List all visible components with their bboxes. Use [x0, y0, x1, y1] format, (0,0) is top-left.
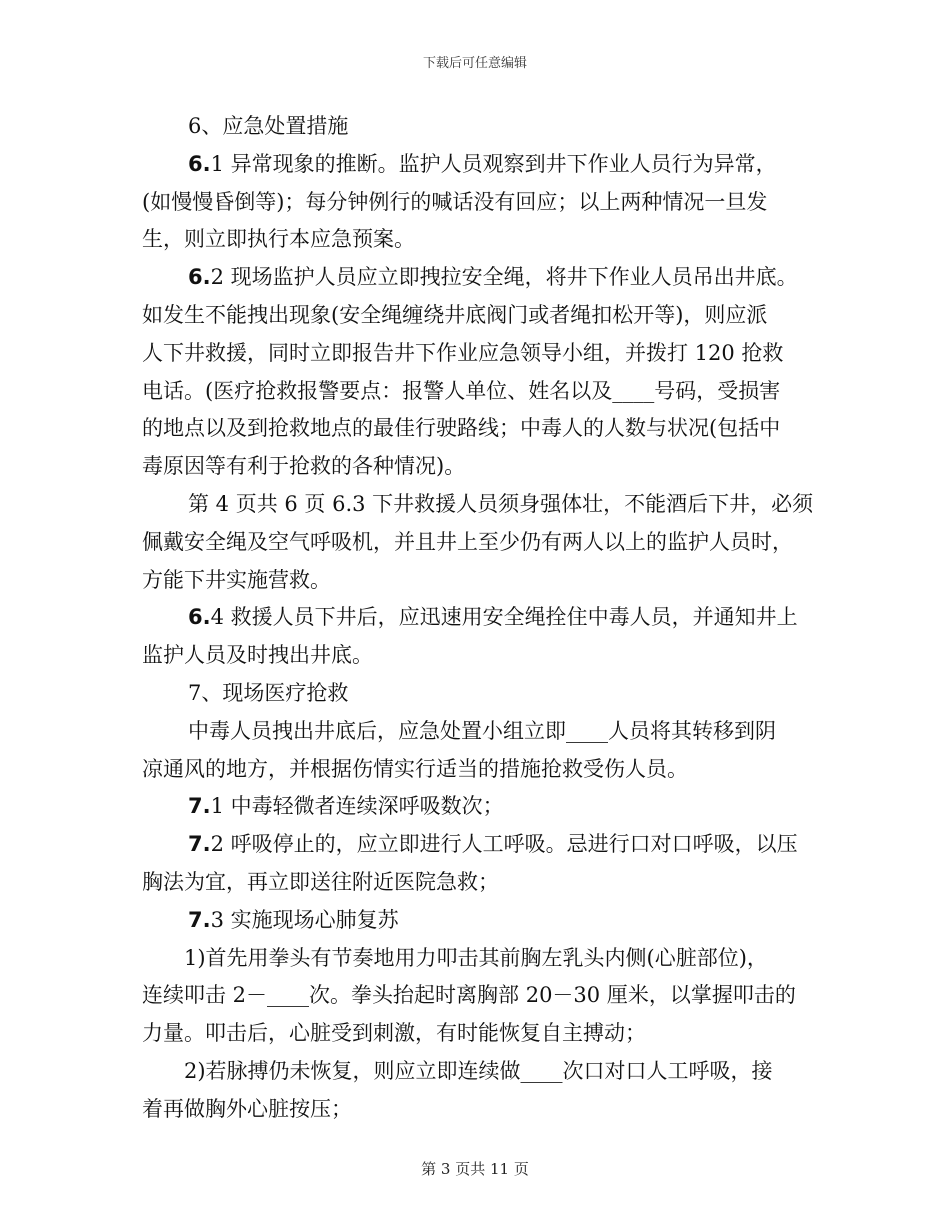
text-line — [142, 221, 822, 259]
line-text: 着再做胸外心脏按压； — [142, 1096, 352, 1121]
section-number: 7. — [188, 907, 211, 932]
section-number: 6. — [188, 265, 211, 290]
line-text: 第 4 页共 6 页 6.3 下井救援人员须身强体壮，不能酒后下井，必须 — [188, 491, 814, 516]
section-number: 7. — [188, 794, 211, 819]
text-line — [142, 977, 822, 1015]
line-text: 佩戴安全绳及空气呼吸机，并且井上至少仍有两人以上的监护人员时， — [142, 529, 793, 554]
text-line — [142, 675, 822, 713]
line-text: 中毒人员拽出井底后，应急处置小组立即____人员将其转移到阴 — [188, 718, 776, 743]
line-text: 胸法为宜，再立即送往附近医院急救； — [142, 869, 499, 894]
text-line — [142, 335, 822, 373]
line-text: 人下井救援，同时立即报告井下作业应急领导小组，并拨打 120 抢救 — [142, 340, 784, 365]
text-line — [142, 788, 822, 826]
line-text: 如发生不能拽出现象(安全绳缠绕井底阀门或者绳扣松开等)，则应派 — [142, 302, 768, 327]
text-line — [142, 1015, 822, 1053]
line-text: 监护人员及时拽出井底。 — [142, 643, 373, 668]
text-line — [142, 184, 822, 222]
page-header: 下载后可任意编辑 — [422, 56, 527, 71]
text-line — [142, 864, 822, 902]
line-text: 毒原因等有利于抢救的各种情况)。 — [142, 454, 466, 479]
text-line — [142, 297, 822, 335]
text-line — [142, 826, 822, 864]
text-line — [142, 108, 822, 146]
line-text: 的地点以及到抢救地点的最佳行驶路线；中毒人的人数与状况(包括中 — [142, 416, 781, 441]
text-line — [142, 524, 822, 562]
text-line — [142, 562, 822, 600]
line-text: 电话。(医疗抢救报警要点：报警人单位、姓名以及____号码，受损害 — [142, 378, 781, 403]
line-text: 2 现场监护人员应立即拽拉安全绳，将井下作业人员吊出井底。 — [210, 265, 798, 290]
line-text: 7、现场医疗抢救 — [188, 680, 349, 705]
text-line — [142, 410, 822, 448]
line-text: 生，则立即执行本应急预案。 — [142, 227, 415, 252]
text-line — [142, 599, 822, 637]
line-text: 1 异常现象的推断。监护人员观察到井下作业人员行为异常， — [210, 151, 777, 176]
text-line — [142, 713, 822, 751]
line-text: 1)首先用拳头有节奏地用力叩击其前胸左乳头内侧(心脏部位)， — [184, 945, 768, 970]
line-text: 力量。叩击后，心脏受到刺激，有时能恢复自主搏动； — [142, 1021, 646, 1046]
line-text: 1 中毒轻微者连续深呼吸数次； — [210, 794, 504, 819]
text-line — [142, 1053, 822, 1091]
document-body — [142, 108, 822, 1129]
line-text: 凉通风的地方，并根据伤情实行适当的措施抢救受伤人员。 — [142, 756, 688, 781]
text-line — [142, 940, 822, 978]
text-line — [142, 373, 822, 411]
line-text: 2)若脉搏仍未恢复，则应立即连续做____次口对口人工呼吸，接 — [184, 1058, 773, 1083]
text-line — [142, 637, 822, 675]
line-text: 2 呼吸停止的，应立即进行人工呼吸。忌进行口对口呼吸，以压 — [210, 832, 798, 857]
text-line — [142, 448, 822, 486]
section-number: 6. — [188, 151, 211, 176]
section-number: 6. — [188, 605, 211, 630]
line-text: 4 救援人员下井后，应迅速用安全绳拴住中毒人员，并通知井上 — [210, 605, 798, 630]
page-footer: 第 3 页共 11 页 — [421, 1160, 529, 1178]
text-line — [142, 259, 822, 297]
line-text: 方能下井实施营救。 — [142, 567, 331, 592]
text-line — [142, 486, 822, 524]
line-text: 连续叩击 2－____次。拳头抬起时离胸部 20－30 厘米，以掌握叩击的 — [142, 983, 796, 1008]
text-line — [142, 1091, 822, 1129]
line-text: 6、应急处置措施 — [188, 114, 349, 138]
text-line — [142, 751, 822, 789]
section-number: 7. — [188, 832, 211, 857]
line-text: (如慢慢昏倒等)；每分钟例行的喊话没有回应；以上两种情况一旦发 — [142, 189, 768, 214]
text-line — [142, 146, 822, 184]
line-text: 3 实施现场心肺复苏 — [210, 907, 399, 932]
text-line — [142, 902, 822, 940]
